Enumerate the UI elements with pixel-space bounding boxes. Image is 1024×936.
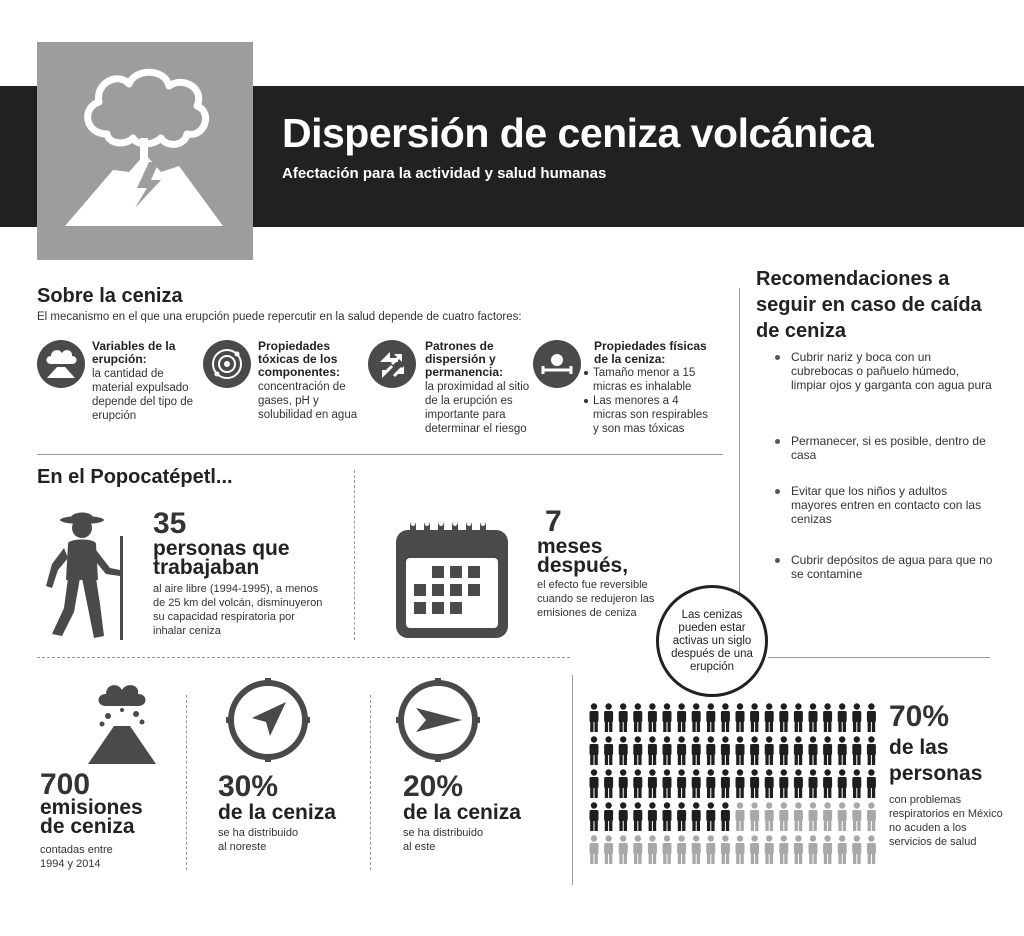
- person-icon: [721, 835, 730, 864]
- person-icon: [590, 835, 599, 864]
- person-icon: [794, 769, 803, 798]
- person-icon: [794, 736, 803, 765]
- person-icon: [838, 736, 847, 765]
- person-icon: [677, 736, 686, 765]
- recommendation-item: Permanecer, si es posible, dentro de casa: [791, 434, 986, 462]
- person-icon: [838, 835, 847, 864]
- ash-activity-note: [656, 585, 768, 697]
- divider: [186, 695, 187, 870]
- factor-bullet: Las menores a 4 micras son respirables y son mas tóxicas: [584, 394, 714, 436]
- northeast-number: 30%: [218, 770, 279, 803]
- person-icon: [633, 769, 642, 798]
- person-icon: [590, 736, 599, 765]
- person-icon: [779, 835, 788, 864]
- workers-desc: al aire libre (1994-1995), a menos de 25 km del volcán, disminuyeron su capacidad respiratoria por inhalar ceniza: [153, 583, 323, 637]
- person-icon: [590, 703, 599, 732]
- person-icon: [633, 802, 642, 831]
- person-icon: [794, 835, 803, 864]
- months-desc: el efecto fue reversible cuando se redujeron las emisiones de ceniza: [537, 579, 655, 619]
- emissions-number: 700: [40, 768, 91, 801]
- factor-title-1: Variables de la erupción:: [92, 339, 176, 366]
- person-icon: [823, 703, 832, 732]
- person-icon: [765, 769, 774, 798]
- person-icon: [648, 736, 657, 765]
- person-icon: [823, 736, 832, 765]
- recommendation-item: Cubrir nariz y boca con un cubrebocas o pañuelo húmedo, limpiar ojos y garganta con agua pura: [791, 350, 992, 392]
- factor-desc-3: la proximidad al sitio de la erupción es importante para determinar el riesgo: [425, 381, 530, 435]
- people-desc: con problemas respiratorios en México no acuden a los servicios de salud: [889, 794, 1003, 848]
- person-icon: [838, 703, 847, 732]
- person-icon: [779, 769, 788, 798]
- person-icon: [677, 769, 686, 798]
- person-icon: [692, 703, 701, 732]
- divider: [37, 657, 570, 658]
- person-icon: [721, 802, 730, 831]
- person-icon: [663, 736, 672, 765]
- dispersion-arrows-icon: [368, 340, 416, 388]
- person-icon: [809, 802, 818, 831]
- person-icon: [852, 835, 861, 864]
- person-icon: [619, 736, 628, 765]
- person-icon: [809, 769, 818, 798]
- hiker-icon: [40, 508, 130, 644]
- person-icon: [736, 835, 745, 864]
- person-icon: [867, 736, 876, 765]
- northeast-desc: se ha distribuido al noreste: [218, 827, 299, 853]
- divider: [768, 657, 990, 658]
- section-title-sobre: Sobre la ceniza: [37, 285, 183, 307]
- person-icon: [852, 802, 861, 831]
- person-icon: [677, 835, 686, 864]
- factor-bullets-4: [584, 366, 714, 436]
- person-icon: [721, 703, 730, 732]
- person-icon: [706, 769, 715, 798]
- person-icon: [706, 802, 715, 831]
- bullet-dot: [775, 489, 780, 494]
- divider: [354, 470, 355, 640]
- person-icon: [663, 835, 672, 864]
- person-icon: [794, 802, 803, 831]
- person-icon: [794, 703, 803, 732]
- person-icon: [619, 835, 628, 864]
- person-icon: [867, 703, 876, 732]
- emissions-words: emisiones de ceniza: [40, 796, 143, 838]
- person-icon: [736, 802, 745, 831]
- person-icon: [838, 802, 847, 831]
- east-number: 20%: [403, 770, 464, 803]
- recommendations-title: Recomendaciones a seguir en caso de caída de ceniza: [756, 268, 982, 342]
- factor-desc-1: la cantidad de material expulsado depende del tipo de erupción: [92, 368, 194, 422]
- ash-particle-size-icon: [533, 340, 581, 388]
- person-icon: [706, 703, 715, 732]
- volcano-eruption-icon: [37, 42, 253, 260]
- atom-icon: [203, 340, 251, 388]
- person-icon: [604, 736, 613, 765]
- person-icon: [648, 802, 657, 831]
- people-pictogram: [588, 703, 880, 873]
- person-icon: [619, 802, 628, 831]
- workers-words: personas que trabajaban: [153, 537, 290, 579]
- factor-title-4: Propiedades físicas de la ceniza:: [594, 339, 707, 366]
- person-icon: [619, 769, 628, 798]
- eruption-cloud-icon: [37, 340, 85, 388]
- months-words: meses después,: [537, 535, 629, 577]
- divider: [370, 695, 371, 870]
- person-icon: [838, 769, 847, 798]
- workers-number: 35: [153, 507, 187, 540]
- person-icon: [765, 736, 774, 765]
- compass-northeast-icon: [226, 678, 310, 762]
- person-icon: [663, 802, 672, 831]
- person-icon: [590, 802, 599, 831]
- factor-desc-2: concentración de gases, pH y solubilidad en agua: [258, 381, 358, 421]
- section-title-popo: En el Popocatépetl...: [37, 466, 233, 488]
- person-icon: [692, 736, 701, 765]
- person-icon: [867, 769, 876, 798]
- people-number: 70%: [889, 700, 950, 733]
- person-icon: [706, 736, 715, 765]
- person-icon: [648, 769, 657, 798]
- person-icon: [604, 835, 613, 864]
- person-icon: [692, 769, 701, 798]
- person-icon: [852, 703, 861, 732]
- person-icon: [867, 835, 876, 864]
- person-icon: [736, 703, 745, 732]
- calendar-icon: [394, 514, 510, 640]
- factor-title-3: Patrones de dispersión y permanencia:: [425, 339, 504, 379]
- person-icon: [867, 802, 876, 831]
- person-icon: [779, 802, 788, 831]
- northeast-words: de la ceniza: [218, 801, 336, 824]
- factor-title-2: Propiedades tóxicas de los componentes:: [258, 339, 341, 379]
- person-icon: [663, 769, 672, 798]
- person-icon: [677, 703, 686, 732]
- person-icon: [765, 703, 774, 732]
- page-subtitle: Afectación para la actividad y salud humanas: [282, 165, 607, 182]
- recommendation-item: Evitar que los niños y adultos mayores entren en contacto con las cenizas: [791, 484, 982, 526]
- person-icon: [765, 835, 774, 864]
- person-icon: [809, 736, 818, 765]
- person-icon: [823, 769, 832, 798]
- person-icon: [779, 736, 788, 765]
- person-icon: [823, 802, 832, 831]
- page-title: Dispersión de ceniza volcánica: [282, 110, 874, 156]
- person-icon: [663, 703, 672, 732]
- east-words: de la ceniza: [403, 801, 521, 824]
- person-icon: [721, 736, 730, 765]
- emissions-desc: contadas entre 1994 y 2014: [40, 844, 113, 870]
- ash-activity-note-text: Las cenizas pueden estar activas un siglo después de una erupción: [671, 608, 753, 673]
- person-icon: [677, 802, 686, 831]
- person-icon: [648, 835, 657, 864]
- bullet-dot: [775, 558, 780, 563]
- compass-east-icon: [396, 678, 480, 762]
- hero-volcano-panel: [37, 42, 253, 260]
- divider: [572, 675, 573, 885]
- person-icon: [633, 835, 642, 864]
- bullet-dot: [775, 439, 780, 444]
- person-icon: [692, 835, 701, 864]
- person-icon: [809, 703, 818, 732]
- person-icon: [706, 835, 715, 864]
- person-icon: [750, 736, 759, 765]
- people-words: de las personas: [889, 736, 983, 785]
- sobre-intro: El mecanismo en el que una erupción puede repercutir en la salud depende de cuatro factores:: [37, 311, 522, 323]
- factor-bullet: Tamaño menor a 15 micras es inhalable: [584, 366, 714, 394]
- person-icon: [750, 835, 759, 864]
- person-icon: [604, 769, 613, 798]
- person-icon: [750, 769, 759, 798]
- person-icon: [750, 802, 759, 831]
- person-icon: [765, 802, 774, 831]
- person-icon: [852, 736, 861, 765]
- person-icon: [604, 703, 613, 732]
- months-number: 7: [545, 505, 562, 538]
- people-pictogram-svg: [588, 703, 880, 873]
- person-icon: [852, 769, 861, 798]
- east-desc: se ha distribuido al este: [403, 827, 484, 853]
- recommendation-item: Cubrir depósitos de agua para que no se contamine: [791, 553, 993, 581]
- bullet-dot: [775, 355, 780, 360]
- person-icon: [779, 703, 788, 732]
- person-icon: [633, 736, 642, 765]
- person-icon: [633, 703, 642, 732]
- person-icon: [823, 835, 832, 864]
- person-icon: [619, 703, 628, 732]
- person-icon: [721, 769, 730, 798]
- person-icon: [809, 835, 818, 864]
- person-icon: [692, 802, 701, 831]
- person-icon: [590, 769, 599, 798]
- person-icon: [736, 769, 745, 798]
- person-icon: [750, 703, 759, 732]
- divider: [37, 454, 723, 455]
- person-icon: [736, 736, 745, 765]
- person-icon: [604, 802, 613, 831]
- person-icon: [648, 703, 657, 732]
- volcano-icon: [84, 680, 160, 766]
